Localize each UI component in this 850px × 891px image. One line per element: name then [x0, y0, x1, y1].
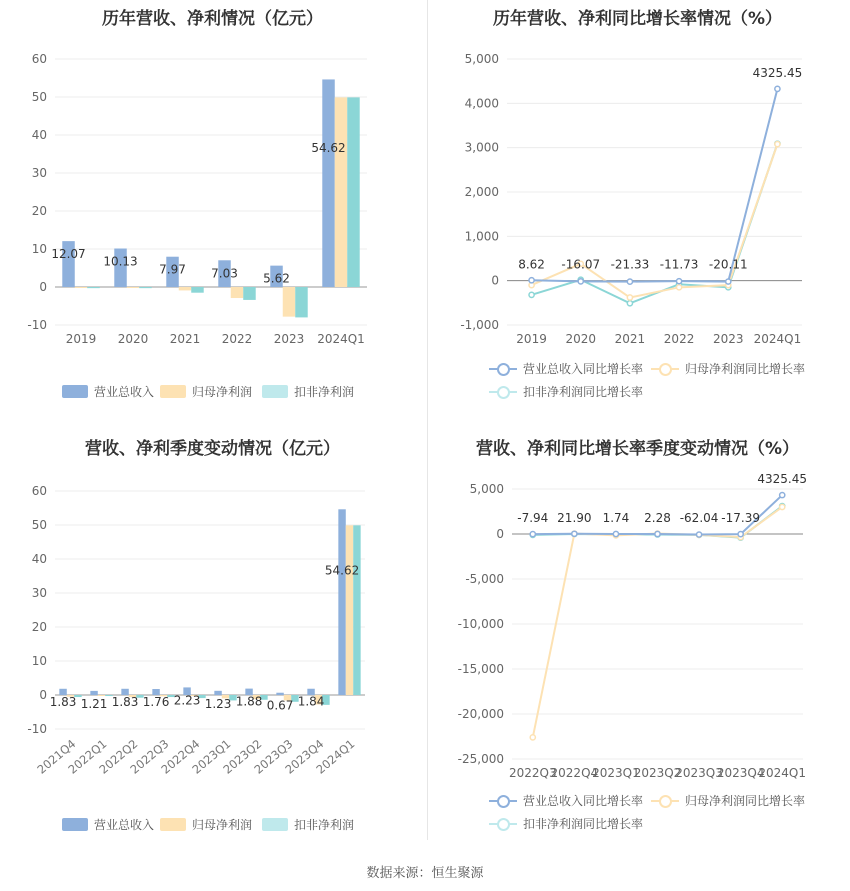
y-tick-label: 50 — [31, 90, 47, 104]
data-point — [775, 86, 780, 91]
legend-swatch — [262, 818, 288, 831]
data-label: 7.97 — [159, 262, 186, 277]
x-tick-label: 2022 — [221, 332, 253, 346]
legend-swatch — [62, 385, 88, 398]
data-label: 21.90 — [557, 510, 592, 525]
data-point — [676, 285, 681, 290]
bar — [276, 693, 283, 695]
data-label: 54.62 — [324, 563, 360, 578]
data-label: -20.11 — [708, 257, 748, 272]
annual-amount-plot — [0, 0, 425, 430]
x-tick-label: 2022Q3 — [127, 736, 172, 777]
y-tick-label: 10 — [31, 654, 47, 668]
legend-swatch — [651, 362, 679, 376]
data-label: 8.62 — [518, 257, 545, 272]
data-label: 1.74 — [602, 510, 630, 525]
legend-label: 扣非净利润同比增长率 — [523, 385, 644, 399]
data-point — [627, 301, 632, 306]
x-tick-label: 2023Q1 — [189, 736, 234, 777]
data-point — [613, 531, 618, 536]
x-tick-label: 2023Q2 — [633, 766, 682, 780]
x-tick-label: 2019 — [65, 332, 97, 346]
bar — [179, 287, 191, 290]
legend-label: 归母净利润同比增长率 — [685, 362, 806, 376]
data-label: 1.83 — [111, 694, 139, 709]
x-tick-label: 2022 — [663, 332, 695, 346]
data-label: 1.23 — [204, 696, 232, 711]
data-label: 1.84 — [297, 694, 325, 709]
y-tick-label: 4,000 — [464, 96, 499, 111]
y-tick-label: 50 — [31, 518, 47, 532]
x-tick-label: 2023Q1 — [592, 766, 640, 780]
data-label: 1.21 — [80, 696, 108, 711]
legend-item-net[interactable] — [160, 816, 252, 833]
series-line — [532, 144, 778, 304]
y-tick-label: -20,000 — [457, 707, 504, 721]
bar — [353, 525, 360, 695]
bar — [347, 97, 359, 287]
quarter-growth-chart — [425, 430, 850, 860]
annual-amount-chart — [0, 0, 425, 430]
y-tick-label: -1,000 — [460, 318, 499, 332]
x-tick-label: 2021 — [169, 332, 201, 346]
x-tick-label: 2022Q2 — [96, 736, 141, 777]
bar — [283, 287, 295, 317]
legend-swatch — [489, 362, 517, 376]
data-point — [529, 292, 534, 297]
legend-label: 营业总收入 — [94, 385, 155, 399]
quarter-amount-plot — [0, 430, 425, 860]
bar — [87, 287, 99, 288]
data-label: 2.28 — [644, 510, 671, 525]
x-tick-label: 2023Q3 — [675, 766, 723, 780]
legend-label: 归母净利润 — [192, 818, 253, 832]
y-tick-label: 40 — [31, 128, 47, 142]
bar — [335, 97, 347, 287]
legend-item-net-growth[interactable] — [651, 360, 805, 377]
data-label: -7.94 — [517, 511, 549, 525]
legend-label: 归母净利润同比增长率 — [685, 794, 806, 808]
legend-item-deducted-growth[interactable] — [489, 383, 643, 400]
x-tick-label: 2023 — [273, 332, 305, 346]
x-tick-label: 2024Q1 — [317, 332, 365, 346]
data-label: 1.88 — [235, 694, 263, 709]
quarter-amount-chart — [0, 430, 425, 860]
legend-item-deducted-growth[interactable] — [489, 815, 643, 832]
legend-item-net[interactable] — [160, 383, 252, 400]
data-label: 5.62 — [263, 271, 290, 286]
y-tick-label: 30 — [31, 166, 47, 180]
y-tick-label: 5,000 — [469, 482, 504, 496]
legend-label: 营业总收入同比增长率 — [523, 362, 644, 376]
data-point — [572, 531, 577, 536]
bar — [295, 287, 307, 317]
data-label: 4325.45 — [752, 65, 803, 80]
x-tick-label: 2023Q4 — [282, 736, 327, 777]
legend-swatch — [489, 794, 517, 808]
data-point — [676, 279, 681, 284]
x-tick-label: 2021Q4 — [34, 736, 79, 777]
x-tick-label: 2023Q2 — [220, 736, 265, 777]
legend-swatch — [62, 818, 88, 831]
y-tick-label: 10 — [31, 242, 47, 256]
data-point — [578, 279, 583, 284]
legend-item-net-growth[interactable] — [651, 792, 805, 809]
x-tick-label: 2023Q4 — [716, 766, 765, 780]
legend-swatch — [489, 385, 517, 399]
data-label: -62.04 — [679, 511, 719, 525]
y-tick-label: 20 — [31, 620, 47, 634]
bar — [322, 79, 334, 287]
legend-swatch — [160, 818, 186, 831]
y-tick-label: -5,000 — [465, 572, 504, 586]
bar — [90, 691, 97, 695]
legend-label: 归母净利润 — [192, 385, 253, 399]
legend-item-deducted[interactable] — [262, 383, 354, 400]
data-point — [696, 532, 701, 537]
data-label: -17.39 — [721, 511, 760, 525]
y-tick-label: -25,000 — [457, 752, 504, 766]
bar — [127, 287, 139, 288]
y-tick-label: 40 — [31, 552, 47, 566]
bar — [191, 287, 203, 293]
legend-item-revenue[interactable] — [62, 383, 154, 400]
data-label: -21.33 — [610, 257, 650, 272]
y-tick-label: 3,000 — [464, 140, 499, 155]
data-label: -11.73 — [659, 257, 699, 272]
bar — [139, 287, 151, 288]
y-tick-label: 2,000 — [464, 185, 499, 199]
x-tick-label: 2022Q1 — [65, 736, 110, 777]
legend-label: 扣非净利润同比增长率 — [523, 817, 644, 831]
y-tick-label: 60 — [31, 484, 47, 498]
x-tick-label: 2022Q4 — [550, 766, 599, 780]
legend-item-revenue[interactable] — [62, 816, 154, 833]
legend-item-deducted[interactable] — [262, 816, 354, 833]
data-label: 7.03 — [211, 266, 238, 281]
bar — [243, 287, 255, 300]
data-point — [627, 295, 632, 300]
bar — [214, 691, 221, 695]
series-line — [533, 507, 782, 737]
x-tick-label: 2022Q4 — [158, 736, 203, 777]
y-tick-label: 20 — [31, 204, 47, 218]
y-tick-label: 0 — [39, 688, 47, 702]
x-tick-label: 2020 — [565, 332, 597, 346]
x-tick-label: 2023 — [712, 332, 744, 346]
bar — [98, 695, 105, 696]
y-tick-label: 1,000 — [464, 229, 499, 244]
x-tick-label: 2024Q1 — [758, 766, 807, 780]
chart-title: 历年营收、净利同比增长率情况（%） — [492, 9, 783, 29]
chart-title: 营收、净利同比增长率季度变动情况（%） — [475, 439, 800, 459]
legend-swatch — [262, 385, 288, 398]
bar — [75, 287, 87, 288]
data-label: 54.62 — [311, 141, 346, 156]
data-point — [627, 279, 632, 284]
x-tick-label: 2024Q1 — [313, 736, 358, 777]
legend-label: 营业总收入同比增长率 — [523, 794, 644, 808]
data-source: 数据来源：恒生聚源 — [366, 866, 484, 881]
y-tick-label: -10,000 — [457, 617, 504, 631]
data-label: 1.76 — [142, 695, 170, 710]
legend-label: 扣非净利润 — [294, 818, 355, 832]
y-tick-label: 0 — [39, 280, 47, 294]
series-line — [532, 144, 778, 297]
bar — [338, 509, 345, 695]
annual-growth-chart — [425, 0, 850, 430]
data-point — [780, 492, 785, 497]
data-label: -16.07 — [561, 257, 601, 272]
legend-label: 营业总收入 — [94, 818, 155, 832]
y-tick-label: -15,000 — [457, 662, 504, 676]
y-tick-label: 5,000 — [464, 52, 499, 66]
data-point — [738, 532, 743, 537]
x-tick-label: 2020 — [117, 332, 149, 346]
legend-item-revenue-growth[interactable] — [489, 360, 643, 377]
legend-item-revenue-growth[interactable] — [489, 792, 643, 809]
y-tick-label: -10 — [27, 318, 47, 332]
data-point — [775, 142, 780, 147]
y-tick-label: 30 — [31, 586, 47, 600]
data-point — [655, 531, 660, 536]
data-label: 12.07 — [51, 247, 86, 262]
x-tick-label: 2021 — [614, 332, 646, 346]
data-label: 2.23 — [173, 693, 201, 708]
data-label: 10.13 — [103, 254, 138, 269]
legend-swatch — [651, 794, 679, 808]
data-label: 1.83 — [49, 694, 77, 709]
bar — [346, 525, 353, 695]
data-label: 4325.45 — [757, 472, 808, 487]
data-point — [530, 735, 535, 740]
x-tick-label: 2024Q1 — [753, 332, 802, 346]
data-point — [780, 504, 785, 509]
data-point — [726, 279, 731, 284]
y-tick-label: 0 — [496, 527, 504, 541]
data-point — [529, 278, 534, 283]
legend-swatch — [160, 385, 186, 398]
legend-label: 扣非净利润 — [294, 385, 355, 399]
y-tick-label: 0 — [491, 273, 499, 288]
data-point — [530, 531, 535, 536]
bar — [231, 287, 243, 298]
chart-title: 营收、净利季度变动情况（亿元） — [85, 439, 340, 459]
y-tick-label: 60 — [31, 52, 47, 66]
y-tick-label: -10 — [27, 722, 47, 736]
x-tick-label: 2019 — [516, 332, 547, 346]
x-tick-label: 2023Q3 — [251, 736, 296, 777]
legend-swatch — [489, 817, 517, 831]
x-tick-label: 2022Q3 — [508, 766, 557, 780]
chart-title: 历年营收、净利情况（亿元） — [102, 9, 323, 29]
data-label: 0.67 — [266, 698, 294, 713]
